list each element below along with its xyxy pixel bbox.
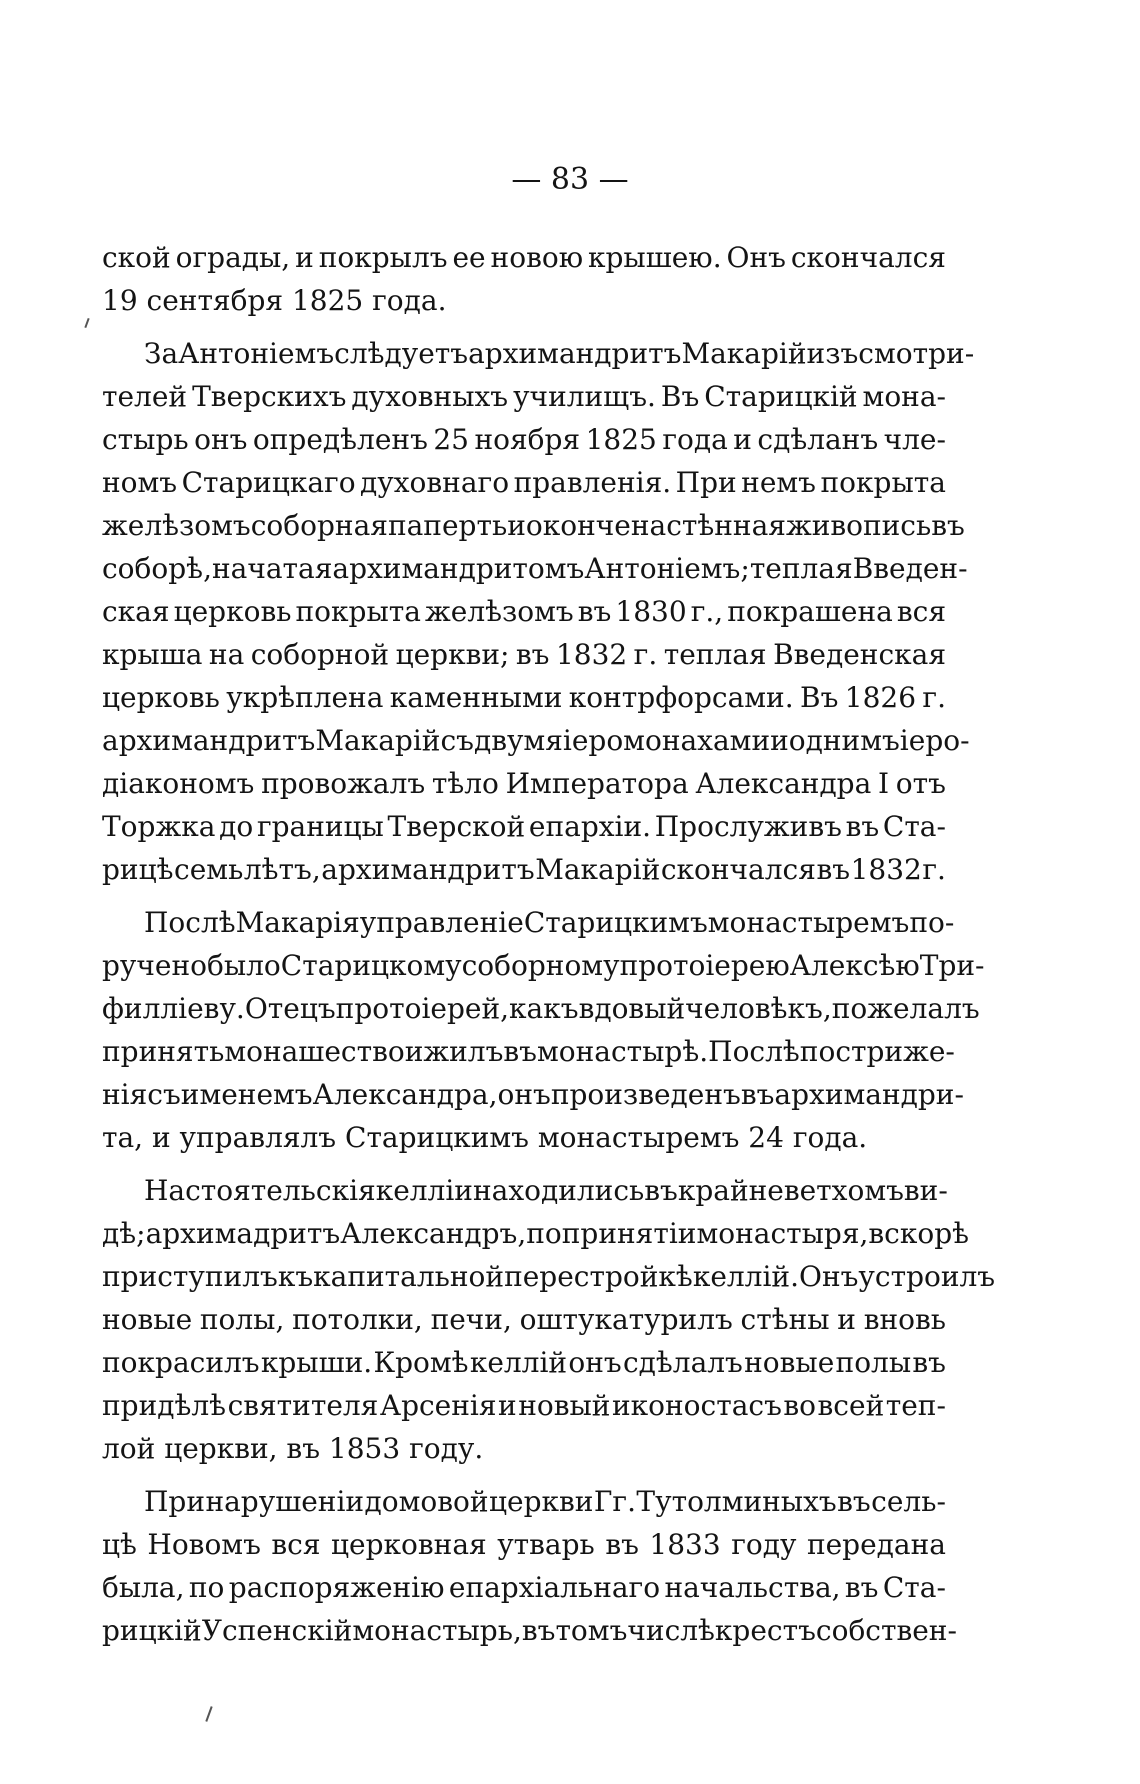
word: Въ [660,380,700,413]
word: и [770,724,789,757]
word: сель- [871,1485,946,1518]
word: Старицкимъ [523,906,708,939]
word: монашество [224,1035,405,1068]
word: на [208,638,245,671]
word: вся [271,1528,321,1561]
word: г., [690,595,724,628]
word: паперть [387,509,508,542]
text-line [102,901,955,944]
word: покрасилъ [102,1346,260,1379]
word: ской [102,241,171,274]
word: покрыта [295,595,421,628]
text-line [102,1480,946,1523]
word: чле- [883,423,946,456]
word: г. [922,681,946,714]
word: 1832 [555,638,628,671]
word: 25 [433,423,469,456]
word: ви- [903,1174,948,1207]
word: и [404,1035,424,1068]
word: каменными [389,681,563,714]
word: отъ [895,767,946,800]
text-line [102,590,946,633]
word: Антоніемъ; [584,552,750,585]
word: крыша [102,638,203,671]
word: съ [440,724,474,757]
word: распоряженію [228,1571,445,1604]
word: управленіе [359,906,524,939]
word: желѣзомъ [424,595,574,628]
word: передана [806,1528,946,1561]
text-line [102,676,946,719]
word: въ [503,1035,537,1068]
word: числѣ [627,1614,715,1647]
word: крайне [677,1174,784,1207]
word: архимандритъ [321,853,535,886]
word: При [675,466,737,499]
text-line [102,944,985,987]
word: епархіальнаго [448,1571,661,1604]
word: скончался [660,853,816,886]
paragraph [102,1480,957,1652]
word: находились [472,1174,645,1207]
word: ручено [102,949,207,982]
word: потолки, [292,1303,423,1336]
word: во [783,1389,817,1422]
word: іеро- [899,724,970,757]
word: принять [102,1035,225,1068]
word: Ста- [882,1571,946,1604]
word: опредѣленъ [252,423,428,456]
word: архимандритъ [468,337,682,370]
word: Онъ [726,241,786,274]
word: рицкій [102,1614,202,1647]
text-line [102,1169,946,1212]
word: къ [277,1260,314,1293]
word: слѣдуетъ [334,337,469,370]
word: и [295,241,314,274]
word: и [507,509,526,542]
word: постриже- [799,1035,955,1068]
word: окончена [525,509,667,542]
word: соборная [250,509,388,542]
word: сдѣланъ [757,423,879,456]
word: Прослуживъ [654,810,842,843]
word: Кромѣ [373,1346,469,1379]
word: келлій. [692,1260,799,1293]
word: училищъ. [513,380,656,413]
word: Старицкій [704,380,858,413]
word: сдѣлалъ [622,1346,743,1379]
word: ская [102,595,170,628]
word: церкви; [395,638,510,671]
word: крыши. [260,1346,373,1379]
word: собствен- [815,1614,957,1647]
word: Въ [800,681,839,714]
word: въ [740,1078,775,1111]
word: Макарій [315,724,441,757]
word: 1832 [850,853,922,886]
word: Торжка [102,810,216,843]
word: укрѣплена [226,681,384,714]
text-line [102,762,946,805]
word: телей [102,380,188,413]
word: Александра, [312,1078,498,1111]
word: архимандритъ [102,724,316,757]
word: церковная [331,1528,487,1561]
word: дѣ; [102,1217,146,1250]
text-line [102,375,946,418]
word: номъ [102,466,178,499]
word: ее [452,241,486,274]
word: келлій [469,1346,568,1379]
word: Старицкаго [181,466,356,499]
word: до [219,810,254,843]
word: желѣзомъ [102,509,251,542]
word: церкви [489,1485,594,1518]
word: За [144,337,179,370]
text-line [102,1609,957,1652]
text-line [102,1566,946,1609]
word: Тверской [387,810,526,843]
word: теп- [885,1389,946,1422]
word: произведенъ [550,1078,741,1111]
word: перестройкѣ [504,1260,693,1293]
word: цѣ [102,1528,137,1561]
word: Макарій [535,853,661,886]
word: оштукатурилъ [519,1303,733,1336]
word: теплая [749,552,853,585]
word: г. [922,853,946,886]
word: 1830 [615,595,687,628]
text-line [102,1073,964,1116]
word: двумя [473,724,563,757]
word: устроилъ [858,1260,996,1293]
word: въ [837,1485,871,1518]
word: стѣны [740,1303,830,1336]
word: При [144,1485,206,1518]
text-line [102,236,946,279]
word: архимандри- [774,1078,964,1111]
word: новый [518,1389,611,1422]
word: приступилъ [102,1260,278,1293]
word: въ [844,1571,879,1604]
paragraph [102,332,975,891]
paragraph [102,901,985,1159]
word: духовныхъ [351,380,509,413]
word: діакономъ [102,767,255,800]
word: въ [515,638,550,671]
word: именемъ [180,1078,313,1111]
word: домовой [364,1485,489,1518]
word: вновь [863,1303,946,1336]
word: въ [644,1174,678,1207]
word: и [733,423,752,456]
word: святителя [227,1389,379,1422]
word: начальства, [664,1571,841,1604]
word: печи, [430,1303,512,1336]
text-line [102,1212,970,1255]
word: онъ [497,1078,551,1111]
word: протоіерей, [335,992,510,1025]
word: Введенская [773,638,946,671]
word: провожалъ [261,767,426,800]
text-line: лой церкви, въ 1853 году. [102,1432,484,1465]
word: Отецъ [244,992,336,1025]
word: новые [102,1303,193,1336]
word: келліи [375,1174,473,1207]
word: соборной [250,638,390,671]
word: Императора [505,767,689,800]
word: 1833 [649,1528,721,1561]
word: съ [147,1078,181,1111]
word: въ [577,595,612,628]
word: 1825 [585,423,657,456]
word: лѣтъ, [243,853,321,886]
word: монастырь, [352,1614,522,1647]
word: немъ [741,466,816,499]
word: и [837,1303,856,1336]
word: теплая [663,638,767,671]
word: Послѣ [708,1035,800,1068]
word: рицѣ [102,853,174,886]
word: Александръ, [340,1217,527,1250]
word: Тутолминыхъ [636,1485,837,1518]
word: однимъ [788,724,900,757]
word: полы [835,1346,912,1379]
word: изъ [806,337,859,370]
word: полы, [199,1303,285,1336]
word: архимадритъ [145,1217,341,1250]
word: тѣло [431,767,499,800]
word: Настоятельскія [144,1174,376,1207]
word: вся [896,595,946,628]
word: Успенскій [201,1614,353,1647]
text-line [102,633,946,676]
word: въ [816,853,851,886]
word: по [188,1571,225,1604]
word: монастыря, [696,1217,869,1250]
text-line [102,1384,946,1427]
word: года [662,423,728,456]
text-line [102,461,946,504]
word: Послѣ [144,906,236,939]
word: жилъ [423,1035,504,1068]
word: въ [521,1614,556,1647]
word: Три- [919,949,985,982]
word: было [207,949,281,982]
word: епархіи. [528,810,652,843]
scan-speck [205,1706,212,1722]
word: протоіерею [619,949,790,982]
text-line [102,547,968,590]
word: г. [633,638,658,671]
word: онъ [568,1346,622,1379]
text-line [102,1341,946,1384]
word: 1826 [844,681,917,714]
word: правленія. [513,466,672,499]
paragraph [102,236,946,322]
word: филліеву. [102,992,245,1025]
word: Онъ [798,1260,859,1293]
word: въ [845,810,880,843]
word: Новомъ [147,1528,261,1561]
word: утварь [497,1528,595,1561]
word: стѣнная [666,509,786,542]
text-line [102,504,965,547]
text-line: 19 сентября 1825 года. [102,284,447,317]
paragraph [102,1169,996,1470]
word: иконостасъ [611,1389,782,1422]
word: крестъ [714,1614,816,1647]
word: принятіи [561,1217,697,1250]
word: соборному [461,949,620,982]
text-line [102,719,970,762]
word: была, [102,1571,185,1604]
word: въ [931,509,965,542]
word: пожелалъ [831,992,980,1025]
word: семь [174,853,244,886]
word: духовнаго [360,466,510,499]
body-text [102,236,996,1662]
word: смотри- [858,337,975,370]
word: придѣлѣ [102,1389,227,1422]
text-line [102,805,946,848]
text-line [102,848,946,891]
word: покрылъ [318,241,448,274]
text-line [102,1523,946,1566]
word: вскорѣ [868,1217,970,1250]
word: соборѣ, [102,552,212,585]
word: по [526,1217,562,1250]
word: Макарія [235,906,360,939]
word: церковь [173,595,292,628]
word: нарушеніи [205,1485,365,1518]
word: архимандритомъ [332,552,585,585]
word: ветхомъ [783,1174,904,1207]
word: въ [912,1346,946,1379]
text-line [102,1030,955,1073]
word: въ [605,1528,639,1561]
word: монастыремъ [707,906,910,939]
word: Александра [695,767,872,800]
word: Тверскихъ [192,380,347,413]
word: Алексѣю [789,949,920,982]
word: крышею. [588,241,722,274]
page-number: — 83 — [511,162,629,197]
word: томъ [555,1614,628,1647]
word: новою [490,241,584,274]
word: какъ [509,992,579,1025]
word: начатая [211,552,333,585]
text-line [102,332,975,375]
word: контрфорсами. [568,681,794,714]
word: Антоніемъ [178,337,335,370]
word: скончался [790,241,946,274]
word: ограды, [175,241,291,274]
text-line: та, и управлялъ Старицкимъ монастыремъ 24 года. [102,1121,868,1154]
word: мона- [862,380,946,413]
word: году [731,1528,797,1561]
word: вдовый [578,992,686,1025]
word: стырь [102,423,189,456]
word: Макарій [681,337,807,370]
text-line [102,418,946,461]
word: капитальной [313,1260,505,1293]
word: I [878,767,890,800]
word: границы [256,810,384,843]
word: покрыта [820,466,946,499]
word: нія [102,1078,148,1111]
text-line [102,1255,996,1298]
word: новые [744,1346,835,1379]
text-line [102,1298,946,1341]
word: покрашена [727,595,893,628]
word: Старицкому [280,949,462,982]
word: Введен- [852,552,968,585]
scan-speck [84,318,89,328]
word: и [498,1389,517,1422]
word: всей [817,1389,885,1422]
word: живопись [785,509,932,542]
word: онъ [194,423,248,456]
word: іеромонахами [562,724,771,757]
word: монастырѣ. [536,1035,709,1068]
word: ноября [474,423,581,456]
word: Гг. [593,1485,636,1518]
word: Ста- [882,810,946,843]
text-line [102,987,980,1030]
word: по- [909,906,955,939]
word: Арсенія [379,1389,497,1422]
word: церковь [102,681,220,714]
word: человѣкъ, [685,992,832,1025]
